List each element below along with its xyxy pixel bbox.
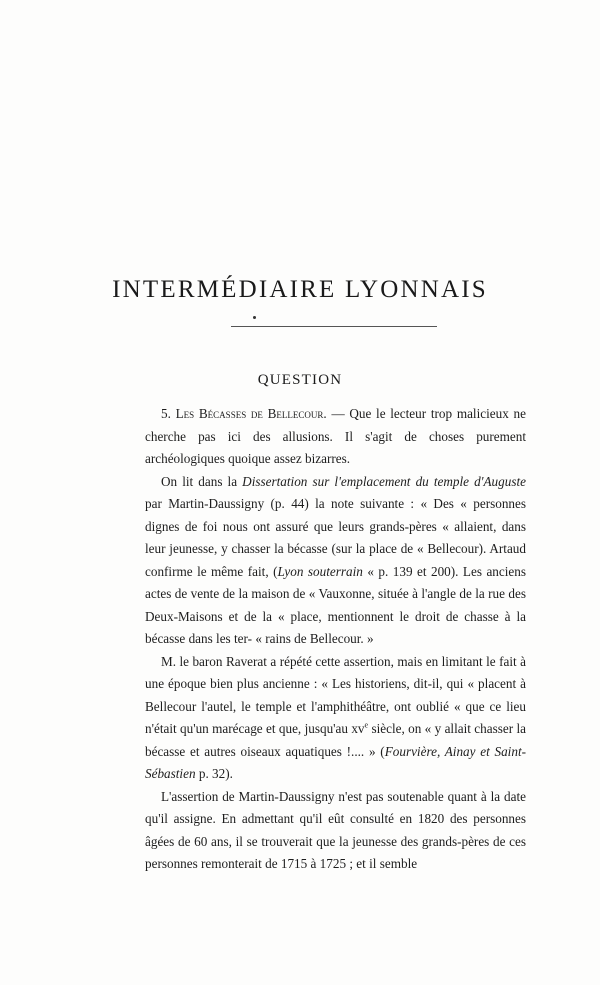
paragraph-text: L'assertion de Martin-Daussigny n'est pas soutenable quant à la date qu'il assigne. En admettant qu'il eût consulté en 1820 des personnes âgées de 60 ans, il se trouverait que la jeunesse des grands-pères de ces personnes remonterait de 1715 à 1725 ; et il semble: [145, 788, 526, 871]
section-heading: QUESTION: [257, 372, 343, 388]
paragraph-text: — Que le lecteur trop malicieux ne cherche pas ici des allusions. Il s'agit de choses purement archéologiques quoique assez bizarres.: [145, 406, 526, 466]
paragraph: [145, 471, 526, 651]
rule-dot: [253, 316, 256, 319]
article-body: [145, 403, 526, 876]
paragraph-text: siècle, on « y allait chasser la bécasse et autres oiseaux aquatiques !.... » (: [145, 721, 526, 759]
article-subject: Les Bécasses de Bellecour.: [175, 406, 327, 421]
paragraph-text: par Martin-Daussigny (p. 44) la note suivante : « Des « personnes dignes de foi nous ont assuré que leurs grands-pères « allaient, dans leur jeunesse, y chasser la bécasse (sur la place de « Bellecour). Artaud confirme le même fait, (: [145, 496, 526, 579]
book-title: Lyon souterrain: [277, 563, 363, 579]
superscript: e: [364, 720, 369, 730]
paragraph-text: p. 32).: [195, 766, 233, 781]
book-title: Dissertation sur l'emplacement du temple d'Auguste: [242, 473, 526, 489]
paragraph-text: M. le baron Raverat a répété cette assertion, mais en limitant le fait à une époque bien plus ancienne : « Les historiens, dit-il, qui « placent à Bellecour l'autel, le temple et l'amphithéâtre, ont oublié « que ce lieu n'était qu'un marécage et que, jusqu'au xv: [145, 653, 526, 736]
title-divider: [231, 326, 437, 327]
page-title: INTERMÉDIAIRE LYONNAIS: [112, 276, 488, 303]
paragraph-text: « p. 139 et 200). Les anciens actes de vente de la maison de « Vauxonne, située à l'angle de la rue des Deux-Maisons et de la « place, mentionnent le droit de chasse à la bécasse dans les ter- « rains de Bellecour. »: [145, 563, 526, 646]
article-number: 5.: [161, 406, 171, 421]
paragraph: [145, 403, 526, 471]
paragraph: [145, 651, 526, 786]
paragraph: [145, 786, 526, 876]
book-title: Fourvière, Ainay et Saint-Sébastien: [145, 743, 526, 781]
paragraph-text: On lit dans la: [161, 473, 243, 489]
